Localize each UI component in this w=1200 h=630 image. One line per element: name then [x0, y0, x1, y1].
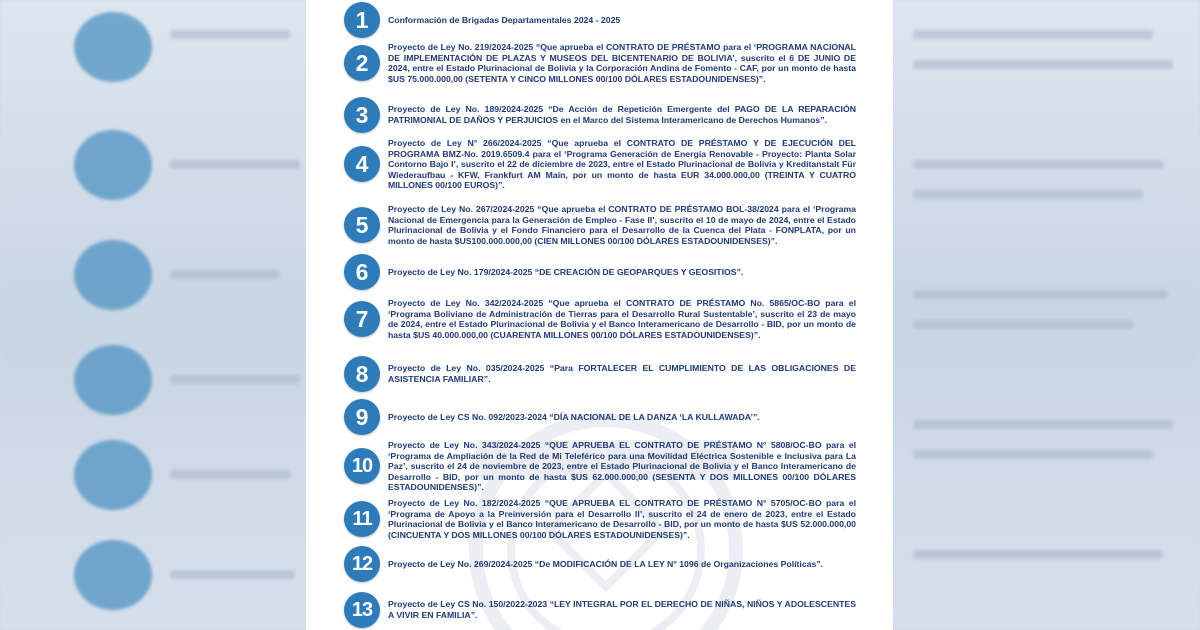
ghost-line: [913, 190, 1143, 199]
item-text: Proyecto de Ley No. 342/2024-2025 “Que aprueba el CONTRATO DE PRÉSTAMO No. 5865/OC-BO para el ‘Programa Boliviano de Administración de Tierras para el Desarrollo Rural Sustentable’, suscrito el 23 de mayo de 2024, entre el Estado Plurinacional de Bolivia y el Banco Interamericano de Desarrollo - BID, por un monto de hasta $US 40.000.000,00 (CUARENTA MILLONES 00/100 DÓLARES ESTADOUNIDENSES)”.: [388, 298, 856, 340]
ghost-line: [913, 550, 1163, 559]
ghost-line: [913, 450, 1153, 459]
agenda-item-10: [344, 440, 856, 493]
item-number-badge: 9: [344, 399, 380, 435]
agenda-item-9: [344, 399, 856, 435]
document-page: [306, 0, 893, 630]
ghost-badge: [74, 12, 152, 82]
agenda-item-2: [344, 42, 856, 84]
item-number-badge: 8: [344, 356, 380, 392]
ghost-badge: [74, 345, 152, 415]
item-text: Proyecto de Ley CS No. 150/2022-2023 “LEY INTEGRAL POR EL DERECHO DE NIÑAS, NIÑOS Y ADOLESCENTES A VIVIR EN FAMILIA”.: [388, 599, 856, 620]
item-text: Proyecto de Ley No. 035/2024-2025 “Para FORTALECER EL CUMPLIMIENTO DE LAS OBLIGACIONES DE ASISTENCIA FAMILIAR”.: [388, 363, 856, 384]
ghost-line: [913, 160, 1163, 169]
item-number-badge: 7: [344, 301, 380, 337]
ghost-line: [913, 60, 1173, 69]
item-text: Proyecto de Ley N° 266/2024-2025 “Que aprueba el CONTRATO DE PRÉSTAMO Y DE EJECUCIÓN DEL PROGRAMA BMZ-No. 2019.6509.4 para el ‘Programa Generación de Energía Renovable - Proyecto: Planta Solar Contorno Bajo I’, suscrito el 22 de diciembre de 2023, entre el Estado Plurinacional de Bolivia y Kreditanstalt Für Wiederaufbau - KFW, Frankfurt AM Main, por un monto de hasta EUR 34.000.000,00 (TREINTA Y CUATRO MILLONES 00/100 EUROS)”.: [388, 138, 856, 191]
ghost-badge: [74, 540, 152, 610]
ghost-line: [913, 320, 1133, 329]
ghost-line: [170, 570, 295, 579]
agenda-item-1: [344, 2, 856, 38]
ghost-line: [170, 160, 300, 169]
agenda-item-3: [344, 97, 856, 133]
item-number-badge: 10: [344, 448, 380, 484]
item-number-badge: 6: [344, 254, 380, 290]
agenda-item-13: [344, 592, 856, 628]
agenda-item-8: [344, 356, 856, 392]
blurred-backdrop-right: [893, 0, 1200, 630]
item-text: Proyecto de Ley No. 189/2024-2025 “De Acción de Repetición Emergente del PAGO DE LA REPARACIÓN PATRIMONIAL DE DAÑOS Y PERJUICIOS en el Marco del Sistema Interamericano de Derechos Humanos”.: [388, 104, 856, 125]
ghost-badge: [74, 130, 152, 200]
item-number-badge: 3: [344, 97, 380, 133]
item-text: Proyecto de Ley No. 343/2024-2025 “QUE APRUEBA EL CONTRATO DE PRÉSTAMO N° 5808/OC-BO para el ‘Programa de Ampliación de la Red de Mi Teleférico para una Movilidad Eléctrica Sostenible e Inclusiva para La Paz’, suscrito el 24 de noviembre de 2023, entre el Estado Plurinacional de Bolivia y el Banco Interamericano de Desarrollo - BID, por un monto de hasta $US 62.000.000,00 (SESENTA Y DOS MILLONES 00/100 DÓLARES ESTADOUNIDENSES)”.: [388, 440, 856, 493]
ghost-line: [170, 270, 280, 279]
agenda-item-11: [344, 498, 856, 540]
item-text: Proyecto de Ley No. 267/2024-2025 “Que aprueba el CONTRATO DE PRÉSTAMO BOL-38/2024 para el ‘Programa Nacional de Emergencia para la Generación de Empleo - Fase II’, suscrito el 10 de mayo de 2024, entre el Estado Plurinacional de Bolivia y el Fondo Financiero para el Desarrollo de la Cuenca del Plata - FONPLATA, por un monto de hasta $US100.000.000,00 (CIEN MILLONES 00/100 DÓLARES ESTADOUNIDENSES)”.: [388, 204, 856, 246]
ghost-line: [913, 30, 1153, 39]
blurred-backdrop-left: [0, 0, 306, 630]
agenda-item-7: [344, 298, 856, 340]
ghost-line: [170, 375, 300, 384]
item-number-badge: 1: [344, 2, 380, 38]
agenda-item-12: [344, 546, 856, 582]
ghost-line: [913, 420, 1173, 429]
item-number-badge: 13: [344, 592, 380, 628]
item-number-badge: 11: [344, 501, 380, 537]
item-text: Conformación de Brigadas Departamentales 2024 - 2025: [388, 14, 621, 25]
ghost-badge: [74, 240, 152, 310]
item-text: Proyecto de Ley No. 182/2024-2025 “QUE APRUEBA EL CONTRATO DE PRÉSTAMO N° 5705/OC-BO para el ‘Programa de Apoyo a la Preinversión para el Desarrollo II’, suscrito el 24 de enero de 2023, entre el Estado Plurinacional de Bolivia y el Banco Interamericano de Desarrollo - BID, por un monto de hasta $US 52.000.000,00 (CINCUENTA Y DOS MILLONES 00/100 DÓLARES ESTADOUNIDENSES)”.: [388, 498, 856, 540]
ghost-line: [170, 470, 290, 479]
item-number-badge: 5: [344, 207, 380, 243]
item-text: Proyecto de Ley No. 179/2024-2025 “DE CREACIÓN DE GEOPARQUES Y GEOSITIOS”.: [388, 266, 744, 277]
item-text: Proyecto de Ley CS No. 092/2023-2024 “DÍA NACIONAL DE LA DANZA ‘LA KULLAWADA’”.: [388, 411, 760, 422]
agenda-item-5: [344, 204, 856, 246]
agenda-item-6: [344, 254, 856, 290]
item-text: Proyecto de Ley No. 219/2024-2025 “Que aprueba el CONTRATO DE PRÉSTAMO para el ‘PROGRAMA NACIONAL DE IMPLEMENTACIÓN DE PLAZAS Y MUSEOS DEL BICENTENARIO DE BOLIVIA’, suscrito el 6 DE JUNIO DE 2024, entre el Estado Plurinacional de Bolivia y la Corporación Andina de Fomento - CAF, por un monto de hasta $US 75.000.000,00 (SETENTA Y CINCO MILLONES 00/100 DÓLARES ESTADOUNIDENSES)”.: [388, 42, 856, 84]
item-text: Proyecto de Ley No. 269/2024-2025 “De MODIFICACIÓN DE LA LEY N° 1096 de Organizaciones Políticas”.: [388, 558, 824, 569]
item-number-badge: 12: [344, 546, 380, 582]
ghost-badge: [74, 440, 152, 510]
ghost-line: [170, 30, 290, 39]
agenda-item-4: [344, 138, 856, 191]
item-number-badge: 4: [344, 146, 380, 182]
ghost-line: [913, 290, 1168, 299]
item-number-badge: 2: [344, 45, 380, 81]
